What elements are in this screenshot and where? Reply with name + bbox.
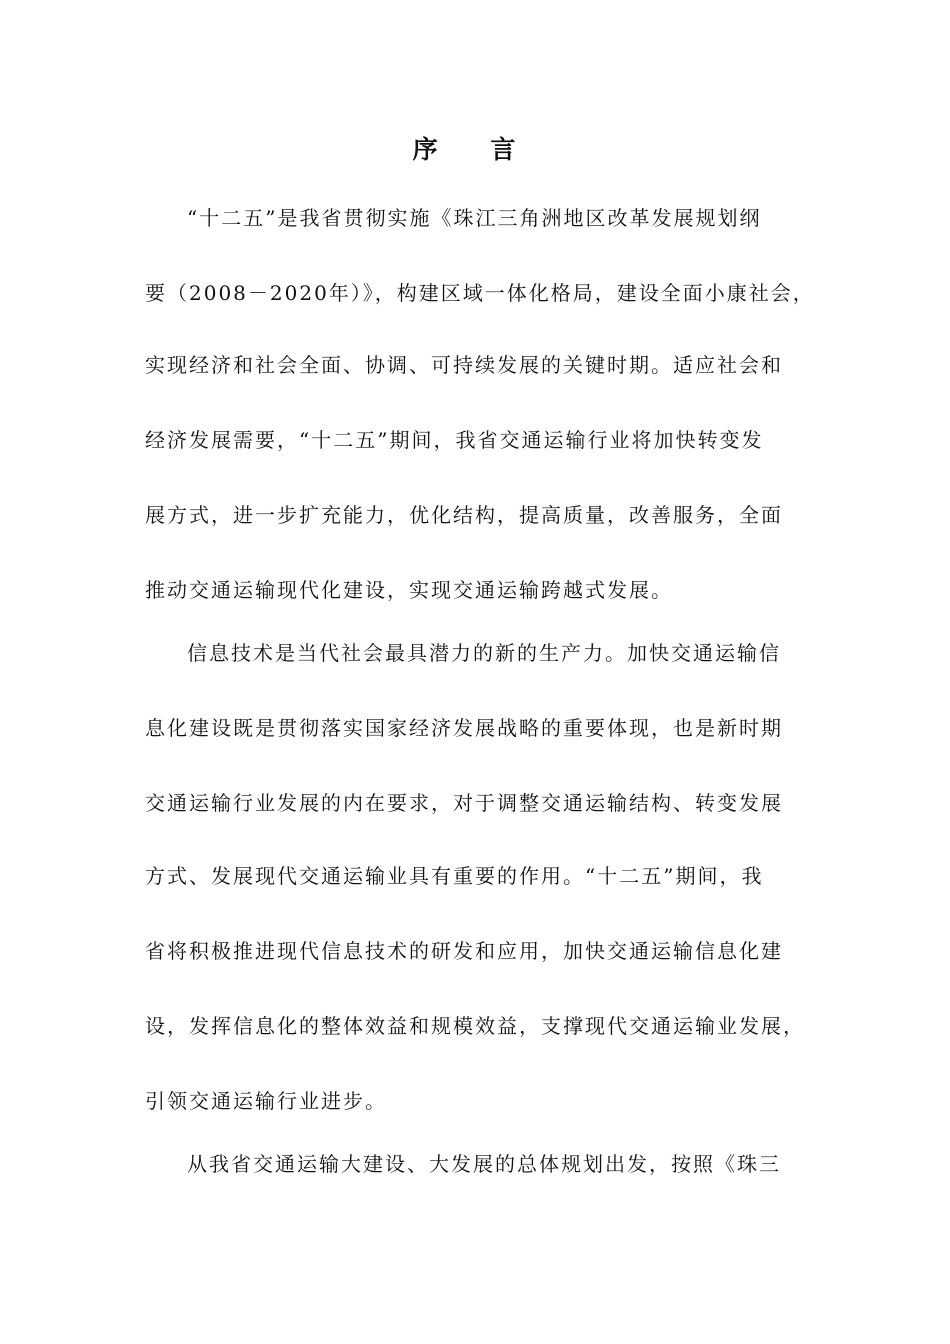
paragraph-1-line-4: 经济发展需要，“十二五”期间，我省交通运输行业将加快转变发: [145, 428, 764, 452]
paragraph-1-line-6: 推动交通运输现代化建设，实现交通运输跨越式发展。: [145, 578, 673, 602]
paragraph-2-line-7: 引领交通运输行业进步。: [145, 1089, 387, 1113]
paragraph-2-line-3: 交通运输行业发展的内在要求，对于调整交通运输结构、转变发展: [145, 791, 783, 815]
paragraph-2-line-5: 省将积极推进现代信息技术的研发和应用，加快交通运输信息化建: [145, 939, 783, 963]
page-title: 序 言: [412, 135, 538, 164]
paragraph-1-line-5: 展方式，进一步扩充能力，优化结构，提高质量，改善服务，全面: [145, 503, 783, 527]
paragraph-2-line-4: 方式、发展现代交通运输业具有重要的作用。“十二五”期间，我: [145, 864, 764, 888]
paragraph-2-line-2: 息化建设既是贯彻落实国家经济发展战略的重要体现，也是新时期: [145, 716, 783, 740]
paragraph-2-line-6: 设，发挥信息化的整体效益和规模效益，支撑现代交通运输业发展，: [145, 1014, 805, 1038]
paragraph-2-line-1: 信息技术是当代社会最具潜力的新的生产力。加快交通运输信: [187, 641, 781, 665]
paragraph-1-line-3: 实现经济和社会全面、协调、可持续发展的关键时期。适应社会和: [145, 353, 783, 377]
paragraph-3-line-1: 从我省交通运输大建设、大发展的总体规划出发，按照《珠三: [187, 1152, 781, 1176]
paragraph-1-line-2: 要（2008－2020年）》，构建区域一体化格局，建设全面小康社会，: [145, 281, 815, 305]
paragraph-1-line-1: “十二五”是我省贯彻实施《珠江三角洲地区改革发展规划纲: [187, 206, 762, 230]
